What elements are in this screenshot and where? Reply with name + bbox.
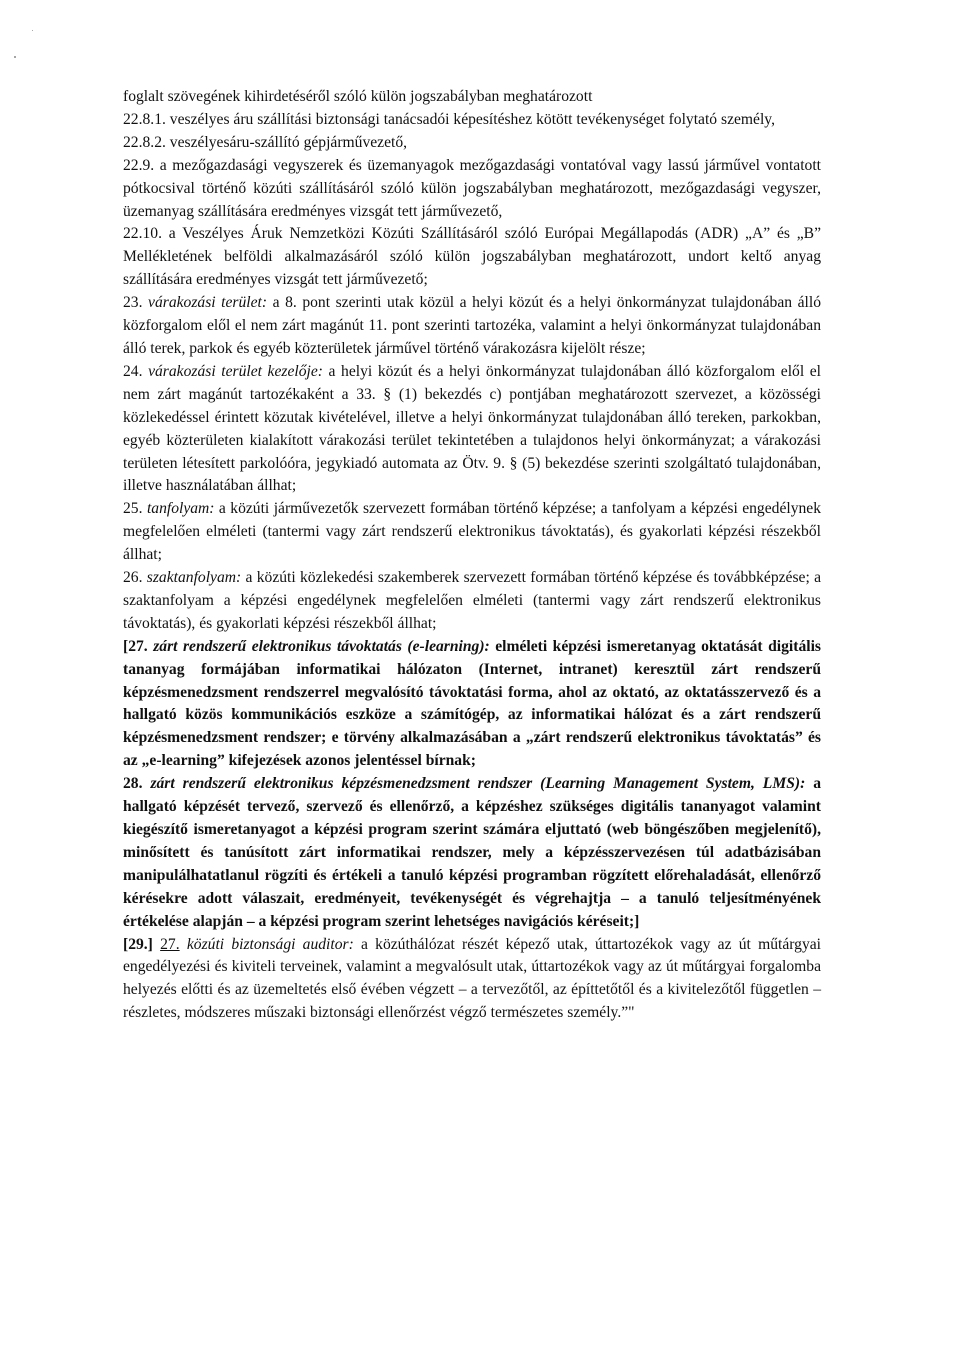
definition-number: 28. xyxy=(123,775,151,793)
definition-body: elméleti képzési ismeretanyag oktatását digitális tananyag formájában informatikai hálózaton (Internet, intranet) keresztül zárt rendszerű képzésmenedzsment rendszerrel megvalósító távoktatási forma, ahol az oktató, az oktatásszervező és a hallgató közös kommunikációs eszköze a számítógép, az informatikai hálózat és a zárt rendszerű képzésmenedzsment rendszer; e törvény alkalmazásában a „zárt rendszerű elektronikus távoktatás” és az „e-learning” kifejezések azonos jelentéssel bírnak; xyxy=(123,637,821,770)
definition-number: 25. xyxy=(123,500,147,518)
document-body xyxy=(123,86,821,1025)
paragraph-22-8-2: 22.8.2. veszélyesáru-szállító gépjárművezető, xyxy=(123,133,408,151)
definition-term: közúti biztonsági auditor: xyxy=(186,935,354,953)
definition-25 xyxy=(123,498,821,567)
definition-24 xyxy=(123,361,821,498)
paragraph: foglalt szövegének kihirdetéséről szóló külön jogszabályban meghatározott xyxy=(123,88,593,105)
paragraph-22-8-1: 22.8.1. veszélyes áru szállítási biztonsági tanácsadói képesítéshez kötött tevékenységet folytató személy, xyxy=(123,110,775,128)
definition-29 xyxy=(123,934,821,1026)
definition-body: a helyi közút és a helyi önkormányzat tulajdonában álló közforgalom elől el nem zárt magánút tartozékaként a 33. § (1) bekezdés c) pontjában meghatározott szervezet, a közösségi közlekedéssel érintett közutak kivételével, illetve a helyi önkormányzat tulajdonában álló tereken, parkokban, egyéb közterületen kialakított várakozási terület tekintetében a tulajdonos helyi önkormányzat; a várakozási területen létesített parkolóóra, jegykiadó automata az Ötv. 9. § (5) bekezdése szerinti szolgáltató tulajdonában, illetve használatában állhat; xyxy=(123,362,821,495)
definition-term: szaktanfolyam: xyxy=(146,569,242,587)
definition-number: 23. xyxy=(123,294,149,312)
paragraph-22-9: 22.9. a mezőgazdasági vegyszerek és üzemanyagok mezőgazdasági vontatóval vagy lassú járművel vontatott pótkocsival történő közúti szállításáról szóló külön jogszabályban meghatározott, mezőgazdasági vegyszer, üzemanyag szállítására eredményes vizsgát tett járművezető, xyxy=(123,156,821,220)
definition-term: tanfolyam: xyxy=(146,500,215,518)
definition-body: a közúthálózat részét képező utak, úttartozékok vagy az út műtárgyai engedélyezési és kiviteli terveinek, valamint a megvalósult utak, úttartozékok vagy az út műtárgyai forgalomba helyezés előtti és az üzemeltetés első évében végzett – a tervezőtől, az építtetőtől és a kivitelezőtől független – részletes, módszeres műszaki biztonsági ellenőrzést végző természetes személy.”" xyxy=(123,935,822,1022)
definition-26 xyxy=(123,567,821,636)
definition-body: a közúti közlekedési szakemberek szervezett formában történő képzése és továbbképzése; a szaktanfolyam a képzési engedélynek megfelelően elméleti (tantermi vagy zárt rendszerű elektronikus távoktatás), és gyakorlati képzési részekből állhat; xyxy=(123,569,822,632)
paragraph-22-10: 22.10. a Veszélyes Áruk Nemzetközi Közúti Szállításáról szóló Európai Megállapodás (ADR) „A” és „B” Mellékletének belföldi alkalmazásáról szóló külön jogszabályban meghatározott, undort keltő anyag szállítására eredményes vizsgát tett járművezető; xyxy=(123,225,821,289)
definition-term: várakozási terület: xyxy=(148,294,268,312)
definition-body: a 8. pont szerinti utak közül a helyi közút és a helyi önkormányzat tulajdonában álló közforgalom elől el nem zárt magánút 11. pont szerinti tartozéka, valamint a helyi önkormányzat tulajdonában álló terek, parkok és egyéb közterületek járművel történő várakozásra kijelölt része; xyxy=(123,294,821,357)
definition-27 xyxy=(123,636,821,773)
definition-28 xyxy=(123,773,821,933)
definition-body: a hallgató képzését tervező, szervező és ellenőrző, a képzéshez szükséges digitális tananyagot valamint kiegészítő ismeretanyagot a képzési program szerint számára eljuttató (web böngészőben megjelenítő), minősített és tanúsított zárt informatikai rendszer, mely a képzésszervezésen túl adatbázisában manipulálhatatlanul rögzíti és értékeli a tanuló képzési programban rögzített előrehaladását, ellenőrző kérésekre adott válaszait, eredményeit, tevékenységét és végrehajtja – a tanuló teljesítményének értékelése alapján – a képzési program szerint lehetséges navigációs kéréseit;] xyxy=(123,775,822,930)
definition-number: [27. xyxy=(123,637,154,655)
definition-term: várakozási terület kezelője: xyxy=(148,362,323,380)
scan-speck xyxy=(14,56,16,58)
definition-term: zárt rendszerű elektronikus távoktatás (e-learning): xyxy=(153,637,490,655)
scan-speck xyxy=(32,30,33,31)
definition-number: 26. xyxy=(123,569,147,587)
definition-23 xyxy=(123,292,821,361)
definition-number: 24. xyxy=(123,362,149,380)
definition-term: zárt rendszerű elektronikus képzésmenedzsment rendszer (Learning Management System, LMS): xyxy=(150,775,806,793)
definition-number-old: 27. xyxy=(160,935,180,953)
definition-number-new: [29.] xyxy=(123,935,153,953)
definition-body: a közúti járművezetők szervezett formában történő képzése; a tanfolyam a képzési engedélynek megfelelően elméleti (tantermi vagy zárt rendszerű elektronikus távoktatás), és gyakorlati képzési részekből állhat; xyxy=(123,500,822,564)
